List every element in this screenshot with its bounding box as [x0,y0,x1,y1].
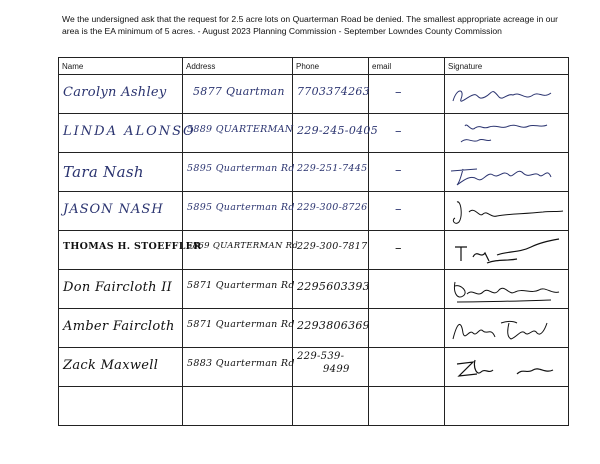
table-row [59,75,569,114]
address-cell [183,348,293,387]
signature-cell [445,75,569,114]
name-cell [59,192,183,231]
phone-cell [293,153,369,192]
signature-table [58,57,569,426]
name-cell [59,387,183,426]
column-header-name: Name [59,58,183,75]
name-cell [59,270,183,309]
signature-cell [445,387,569,426]
handwritten-phone: 229-300-8726 [297,202,368,213]
email-cell [369,309,445,348]
handwritten-address: 5895 Quarterman Rd [187,163,295,174]
column-header-address: Address [183,58,293,75]
handwritten-name: Tara Nash [63,163,144,181]
signature-scribble [447,235,565,267]
handwritten-phone: 229-251-7445 [297,163,368,174]
column-header-phone: Phone [293,58,369,75]
table-row [59,192,569,231]
phone-cell [293,387,369,426]
signature-cell [445,348,569,387]
name-cell [59,114,196,153]
table-row [59,270,569,309]
phone-cell [293,114,379,153]
signature-scribble [447,352,565,384]
petition-header: We the undersigned ask that the request for 2.5 acre lots on Quarterman Road be denied. The smallest appropriate acreage in our area is the EA minimum of 5 acres. - August 2023 Planning Commission - September Lowndes County Commission [62,14,559,36]
handwritten-name: Amber Faircloth [63,319,175,334]
email-dash: – [395,85,402,100]
table-row [59,348,569,387]
handwritten-address: 5895 Quarterman Rd [187,202,295,213]
signature-cell [445,270,569,309]
table-row [59,231,569,270]
handwritten-phone: 7703374263 [297,85,370,98]
table-header-row [59,58,569,75]
phone-line-1: 229-539- [297,351,345,362]
column-header-signature: Signature [445,58,569,75]
address-cell [183,192,293,231]
address-cell [183,387,293,426]
email-dash: – [395,124,402,139]
phone-cell [293,192,369,231]
handwritten-address: 5877 Quartman [193,85,285,98]
handwritten-phone: 2295603393 [297,280,370,293]
handwritten-phone [297,350,350,376]
handwritten-name: Carolyn Ashley [63,85,167,100]
address-cell [183,75,293,114]
signature-cell [445,192,569,231]
signature-scribble [447,196,565,228]
signature-scribble [447,274,565,306]
email-dash: – [395,241,402,256]
signature-scribble [447,313,565,345]
phone-cell [293,309,369,348]
signature-cell [445,153,569,192]
email-cell [369,348,445,387]
table-row [59,114,569,153]
handwritten-name: Don Faircloth II [63,280,173,295]
email-cell [369,387,445,426]
column-header-email: email [369,58,445,75]
name-cell [59,309,183,348]
handwritten-address: 5883 Quarterman Rd [187,358,295,369]
table-row [59,387,569,426]
signature-scribble [447,118,565,150]
handwritten-name: Zack Maxwell [63,358,159,373]
phone-cell [293,270,369,309]
email-dash: – [395,163,402,178]
address-cell [183,231,299,270]
signature-scribble [447,79,565,111]
handwritten-address: 5869 QUARTERMAN Rd [187,241,299,251]
address-cell [183,114,293,153]
phone-cell [293,75,369,114]
email-cell [369,231,445,270]
handwritten-address: 5871 Quarterman Rd [187,280,295,291]
email-cell [369,114,445,153]
table-row [59,309,569,348]
signature-scribble [447,157,565,189]
handwritten-address: 5871 Quarterman Rd [187,319,295,330]
address-cell [183,270,293,309]
handwritten-phone: 2293806369 [297,319,370,332]
phone-cell [293,348,369,387]
phone-cell [293,231,369,270]
handwritten-name: JASON NASH [63,202,164,217]
signature-cell [445,114,569,153]
email-cell [369,153,445,192]
handwritten-name: THOMAS H. STOEFFLER [63,241,202,252]
signature-cell [445,309,569,348]
handwritten-name: LINDA ALONSO [63,124,196,139]
handwritten-phone: 229-300-7817 [297,241,368,252]
handwritten-address: 5889 QUARTERMAN [187,124,294,135]
name-cell [59,153,183,192]
name-cell [59,348,183,387]
name-cell [59,75,183,114]
table-row [59,153,569,192]
signature-cell [445,231,569,270]
address-cell [183,153,293,192]
email-cell [369,75,445,114]
phone-line-2: 9499 [323,364,350,375]
email-dash: – [395,202,402,217]
email-cell [369,270,445,309]
email-cell [369,192,445,231]
name-cell [59,231,202,270]
address-cell [183,309,293,348]
handwritten-phone: 229-245-0405 [297,124,379,137]
